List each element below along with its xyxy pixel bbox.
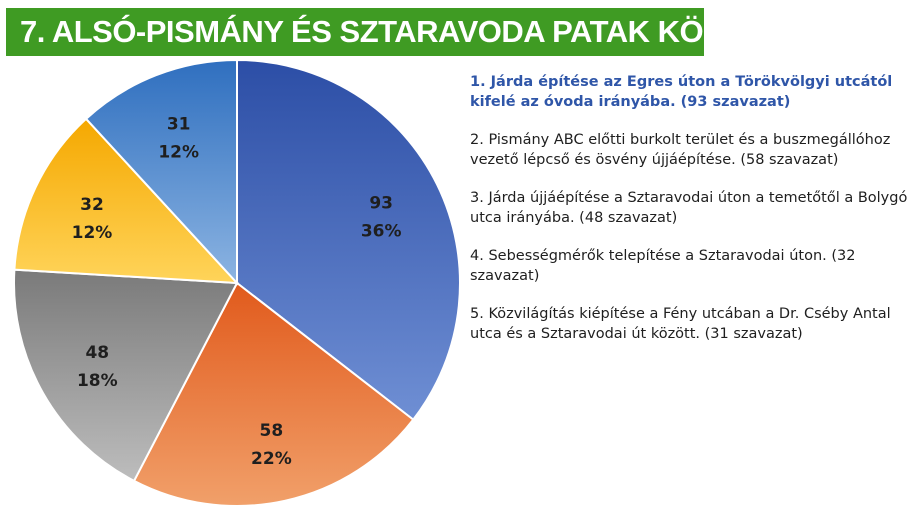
page-title: 7. ALSÓ-PISMÁNY ÉS SZTARAVODA PATAK KÖRNYÉKE — [20, 14, 830, 49]
slice-value-label-1: 93 — [369, 193, 394, 214]
pie-chart-container — [0, 60, 470, 518]
legend-item-2: 2. Pismány ABC előtti burkolt terület és a buszmegállóhoz vezető lépcső és ösvény újjáépítése. (58 szavazat) — [470, 132, 891, 168]
slice-percent-label-5: 12% — [158, 142, 200, 163]
legend-item-3: 3. Járda újjáépítése a Sztaravodai úton a temetőtől a Bolygó utca irányába. (48 szavazat) — [470, 190, 908, 226]
slice-value-label-3: 48 — [85, 343, 110, 364]
legend — [470, 72, 910, 362]
slice-percent-label-3: 18% — [76, 371, 118, 392]
slice-percent-label-2: 22% — [251, 448, 292, 469]
legend-item-1: 1. Járda építése az Egres úton a Törökvölgyi utcától kifelé az óvoda irányába. (93 szavazat) — [470, 74, 893, 110]
title-banner — [6, 8, 830, 56]
slice-value-label-2: 58 — [259, 420, 284, 441]
pie-chart — [0, 60, 470, 518]
slice-percent-label-4: 12% — [71, 223, 113, 244]
slice-value-label-4: 32 — [80, 195, 104, 216]
slice-value-label-5: 31 — [166, 114, 191, 135]
legend-item-4: 4. Sebességmérők telepítése a Sztaravodai úton. (32 szavazat) — [470, 248, 856, 284]
legend-item-5: 5. Közvilágítás kiépítése a Fény utcában a Dr. Cséby Antal utca és a Sztaravodai út között. (31 szavazat) — [470, 306, 891, 342]
slice-percent-label-1: 36% — [360, 221, 402, 242]
